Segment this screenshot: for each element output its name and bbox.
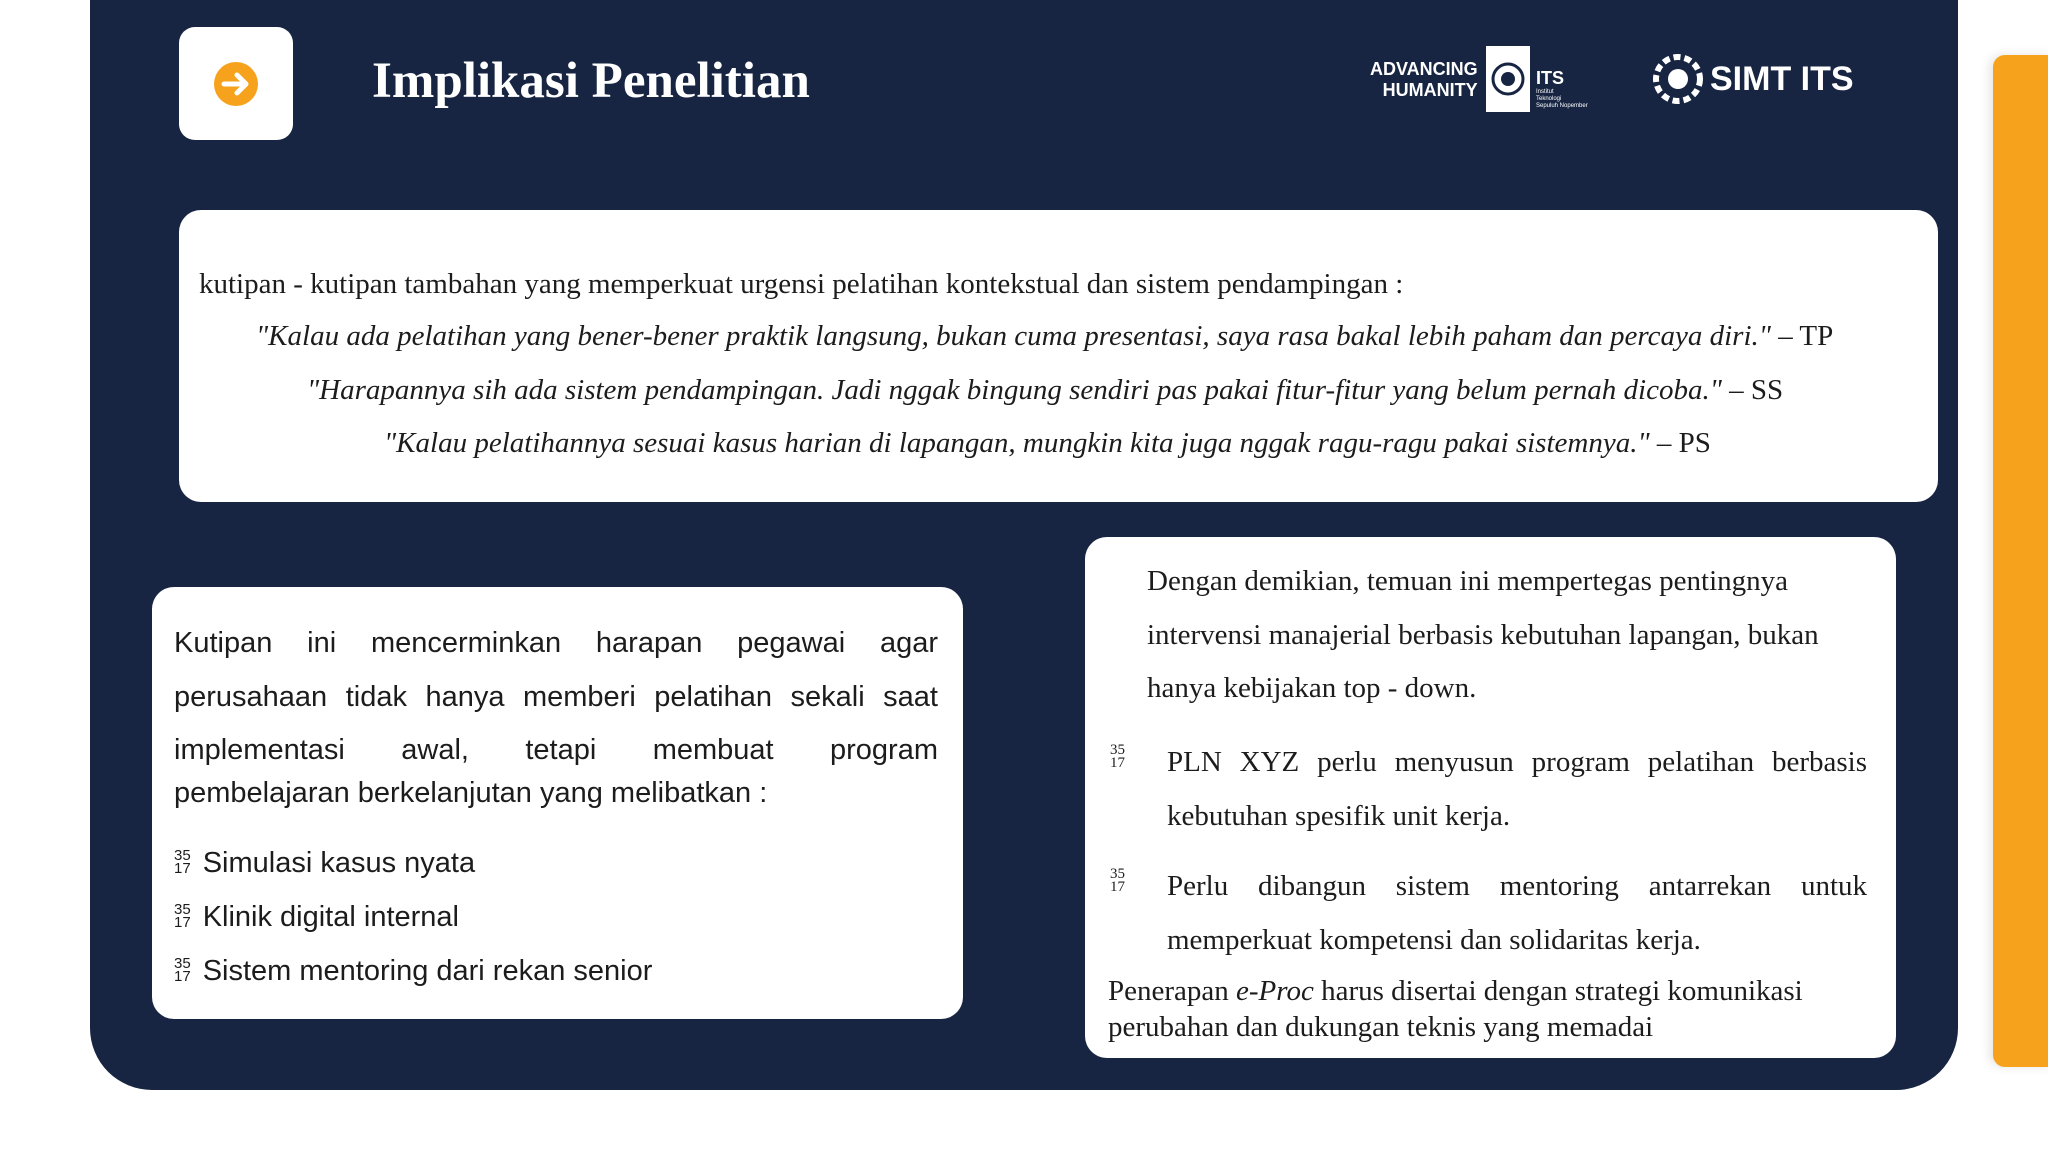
its-logo-sub3: Sepuluh Nopember [1536,103,1588,109]
simt-its-logo [1648,48,1858,110]
quote-author: – PS [1649,427,1711,459]
quote-ps [384,427,1711,460]
quotes-card [179,210,1938,502]
its-logo-sub1: Institut [1536,89,1554,95]
quote-ss [307,374,1783,407]
humanity-text: HUMANITY [1382,80,1478,100]
simt-logo-text: SIMT ITS [1710,60,1854,98]
advancing-humanity-logo [1370,59,1478,101]
list-item: 35 17 Sistem mentoring dari rekan senior [174,955,653,987]
bullet-line: kebutuhan spesifik unit kerja. [1167,799,1511,832]
expectation-paragraph-end: pembelajaran berkelanjutan yang melibatkan : [174,777,768,809]
quotes-intro: kutipan - kutipan tambahan yang memperkuat urgensi pelatihan kontekstual dan sistem pendampingan : [199,268,1404,300]
closing-statement: Penerapan e-Proc harus disertai dengan strategi komunikasi perubahan dan dukungan teknis yang memadai [1108,975,1803,1043]
bullet-line: memperkuat kompetensi dan solidaritas kerja. [1167,923,1701,956]
bullet-marker-icon: 35 17 [174,847,191,878]
conclusion-card [1085,537,1896,1058]
its-logo-text: ITS [1536,68,1565,88]
bullet-marker-icon: 35 17 [1110,866,1125,895]
its-logo-sub2: Teknologi [1536,96,1562,102]
bullet-marker-icon: 35 17 [174,901,191,932]
bullet-marker-icon: 35 17 [1110,742,1125,771]
quote-text: "Kalau ada pelatihan yang bener-bener praktik langsung, bukan cuma presentasi, saya rasa bakal lebih paham dan percaya diri." [256,320,1771,352]
quote-author: – TP [1770,320,1834,352]
expectation-paragraph: Kutipan ini mencerminkan harapan pegawai agar perusahaan tidak hanya memberi pelatihan sekali saat implementasi awal, tetapi membuat program [174,627,938,766]
bullet-line: Perlu dibangun sistem mentoring antarrekan untuk [1167,870,1867,902]
accent-side-bar [1993,55,2048,1067]
advancing-text: ADVANCING [1370,59,1478,79]
quote-text: "Kalau pelatihannya sesuai kasus harian di lapangan, mungkin kita juga nggak ragu-ragu pakai sistemnya." [384,427,1650,459]
its-logo [1486,46,1596,112]
expectation-card [152,587,963,1019]
conclusion-intro: Dengan demikian, temuan ini mempertegas pentingnya intervensi manajerial berbasis kebutuhan lapangan, bukan hanya kebijakan top - down. [1147,565,1819,704]
list-item: 35 17 Klinik digital internal [174,901,459,933]
quote-tp [256,320,1833,353]
bullet-line: PLN XYZ perlu menyusun program pelatihan berbasis [1167,746,1867,778]
bullet-marker-icon: 35 17 [174,955,191,986]
quote-author: – SS [1721,374,1784,406]
eproc-term: e-Proc [1236,975,1314,1007]
arrow-right-circle-icon [212,60,260,108]
section-icon-box [179,27,293,140]
page-title: Implikasi Penelitian [372,53,810,109]
quote-text: "Harapannya sih ada sistem pendampingan. Jadi nggak bingung sendiri pas pakai fitur-fitur yang belum pernah dicoba." [307,374,1722,406]
list-item: 35 17 Simulasi kasus nyata [174,847,476,879]
